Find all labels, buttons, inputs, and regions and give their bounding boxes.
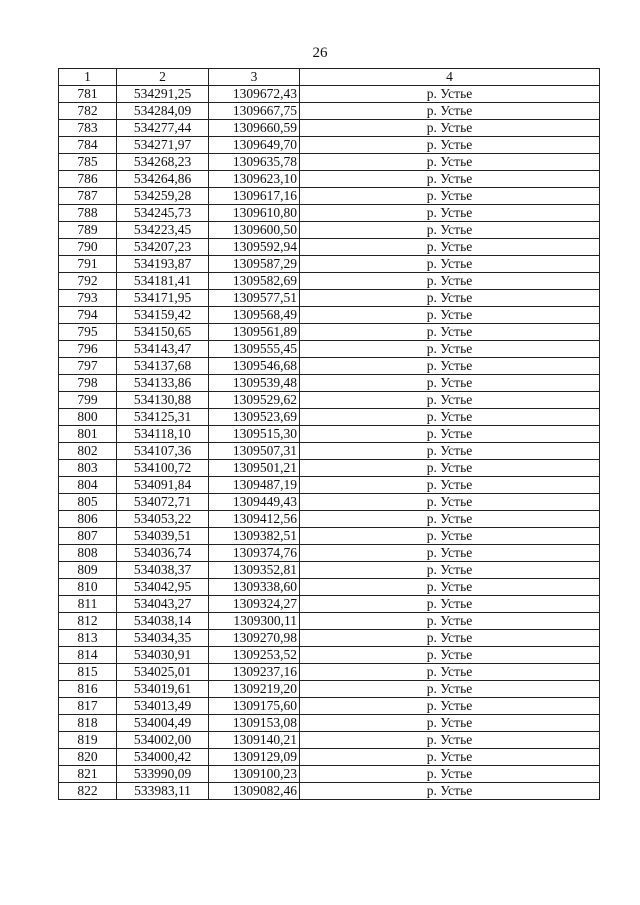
table-row bbox=[59, 766, 600, 783]
point-number-cell: 794 bbox=[59, 307, 117, 324]
description-cell: р. Устье bbox=[300, 460, 600, 477]
y-coordinate-cell: 1309300,11 bbox=[209, 613, 300, 630]
table-row bbox=[59, 341, 600, 358]
table-row bbox=[59, 596, 600, 613]
y-coordinate-cell: 1309270,98 bbox=[209, 630, 300, 647]
y-coordinate-cell: 1309324,27 bbox=[209, 596, 300, 613]
description-cell: р. Устье bbox=[300, 290, 600, 307]
table-row bbox=[59, 205, 600, 222]
table-row bbox=[59, 392, 600, 409]
x-coordinate-cell: 534264,86 bbox=[117, 171, 209, 188]
x-coordinate-cell: 534150,65 bbox=[117, 324, 209, 341]
table-row bbox=[59, 222, 600, 239]
description-cell: р. Устье bbox=[300, 205, 600, 222]
description-cell: р. Устье bbox=[300, 664, 600, 681]
point-number-cell: 804 bbox=[59, 477, 117, 494]
point-number-cell: 786 bbox=[59, 171, 117, 188]
x-coordinate-cell: 534004,49 bbox=[117, 715, 209, 732]
point-number-cell: 787 bbox=[59, 188, 117, 205]
y-coordinate-cell: 1309529,62 bbox=[209, 392, 300, 409]
description-cell: р. Устье bbox=[300, 630, 600, 647]
x-coordinate-cell: 534291,25 bbox=[117, 86, 209, 103]
description-cell: р. Устье bbox=[300, 494, 600, 511]
point-number-cell: 819 bbox=[59, 732, 117, 749]
x-coordinate-cell: 534107,36 bbox=[117, 443, 209, 460]
table-row bbox=[59, 698, 600, 715]
x-coordinate-cell: 534030,91 bbox=[117, 647, 209, 664]
y-coordinate-cell: 1309501,21 bbox=[209, 460, 300, 477]
y-coordinate-cell: 1309568,49 bbox=[209, 307, 300, 324]
x-coordinate-cell: 534268,23 bbox=[117, 154, 209, 171]
table-row bbox=[59, 239, 600, 256]
y-coordinate-cell: 1309374,76 bbox=[209, 545, 300, 562]
point-number-cell: 792 bbox=[59, 273, 117, 290]
point-number-cell: 782 bbox=[59, 103, 117, 120]
description-cell: р. Устье bbox=[300, 528, 600, 545]
y-coordinate-cell: 1309153,08 bbox=[209, 715, 300, 732]
table-row bbox=[59, 579, 600, 596]
x-coordinate-cell: 534100,72 bbox=[117, 460, 209, 477]
description-cell: р. Устье bbox=[300, 579, 600, 596]
table-row bbox=[59, 290, 600, 307]
description-cell: р. Устье bbox=[300, 545, 600, 562]
table-row bbox=[59, 494, 600, 511]
point-number-cell: 793 bbox=[59, 290, 117, 307]
point-number-cell: 806 bbox=[59, 511, 117, 528]
x-coordinate-cell: 534137,68 bbox=[117, 358, 209, 375]
table-row bbox=[59, 545, 600, 562]
coordinates-table bbox=[58, 68, 600, 800]
x-coordinate-cell: 534171,95 bbox=[117, 290, 209, 307]
point-number-cell: 781 bbox=[59, 86, 117, 103]
description-cell: р. Устье bbox=[300, 392, 600, 409]
point-number-cell: 803 bbox=[59, 460, 117, 477]
x-coordinate-cell: 534042,95 bbox=[117, 579, 209, 596]
description-cell: р. Устье bbox=[300, 477, 600, 494]
description-cell: р. Устье bbox=[300, 749, 600, 766]
point-number-cell: 784 bbox=[59, 137, 117, 154]
description-cell: р. Устье bbox=[300, 307, 600, 324]
table-row bbox=[59, 613, 600, 630]
description-cell: р. Устье bbox=[300, 443, 600, 460]
x-coordinate-cell: 534159,42 bbox=[117, 307, 209, 324]
table-row bbox=[59, 732, 600, 749]
x-coordinate-cell: 534043,27 bbox=[117, 596, 209, 613]
y-coordinate-cell: 1309610,80 bbox=[209, 205, 300, 222]
x-coordinate-cell: 534207,23 bbox=[117, 239, 209, 256]
y-coordinate-cell: 1309082,46 bbox=[209, 783, 300, 800]
table-row bbox=[59, 477, 600, 494]
description-cell: р. Устье bbox=[300, 137, 600, 154]
description-cell: р. Устье bbox=[300, 324, 600, 341]
point-number-cell: 810 bbox=[59, 579, 117, 596]
table-row bbox=[59, 256, 600, 273]
description-cell: р. Устье bbox=[300, 103, 600, 120]
table-row bbox=[59, 511, 600, 528]
y-coordinate-cell: 1309660,59 bbox=[209, 120, 300, 137]
description-cell: р. Устье bbox=[300, 511, 600, 528]
x-coordinate-cell: 534038,37 bbox=[117, 562, 209, 579]
point-number-cell: 818 bbox=[59, 715, 117, 732]
point-number-cell: 802 bbox=[59, 443, 117, 460]
description-cell: р. Устье bbox=[300, 239, 600, 256]
point-number-cell: 813 bbox=[59, 630, 117, 647]
description-cell: р. Устье bbox=[300, 596, 600, 613]
y-coordinate-cell: 1309219,20 bbox=[209, 681, 300, 698]
x-coordinate-cell: 534036,74 bbox=[117, 545, 209, 562]
y-coordinate-cell: 1309352,81 bbox=[209, 562, 300, 579]
x-coordinate-cell: 534245,73 bbox=[117, 205, 209, 222]
table-row bbox=[59, 154, 600, 171]
x-coordinate-cell: 534053,22 bbox=[117, 511, 209, 528]
point-number-cell: 812 bbox=[59, 613, 117, 630]
description-cell: р. Устье bbox=[300, 375, 600, 392]
table-row bbox=[59, 188, 600, 205]
header-col-3: 3 bbox=[209, 69, 300, 86]
table-row bbox=[59, 137, 600, 154]
x-coordinate-cell: 534181,41 bbox=[117, 273, 209, 290]
table-row bbox=[59, 409, 600, 426]
point-number-cell: 814 bbox=[59, 647, 117, 664]
y-coordinate-cell: 1309649,70 bbox=[209, 137, 300, 154]
point-number-cell: 805 bbox=[59, 494, 117, 511]
y-coordinate-cell: 1309539,48 bbox=[209, 375, 300, 392]
point-number-cell: 815 bbox=[59, 664, 117, 681]
y-coordinate-cell: 1309623,10 bbox=[209, 171, 300, 188]
y-coordinate-cell: 1309587,29 bbox=[209, 256, 300, 273]
x-coordinate-cell: 534277,44 bbox=[117, 120, 209, 137]
point-number-cell: 798 bbox=[59, 375, 117, 392]
y-coordinate-cell: 1309667,75 bbox=[209, 103, 300, 120]
table-row bbox=[59, 460, 600, 477]
x-coordinate-cell: 534019,61 bbox=[117, 681, 209, 698]
description-cell: р. Устье bbox=[300, 613, 600, 630]
description-cell: р. Устье bbox=[300, 222, 600, 239]
y-coordinate-cell: 1309635,78 bbox=[209, 154, 300, 171]
description-cell: р. Устье bbox=[300, 86, 600, 103]
y-coordinate-cell: 1309449,43 bbox=[209, 494, 300, 511]
y-coordinate-cell: 1309582,69 bbox=[209, 273, 300, 290]
x-coordinate-cell: 534223,45 bbox=[117, 222, 209, 239]
x-coordinate-cell: 534000,42 bbox=[117, 749, 209, 766]
y-coordinate-cell: 1309487,19 bbox=[209, 477, 300, 494]
x-coordinate-cell: 534034,35 bbox=[117, 630, 209, 647]
description-cell: р. Устье bbox=[300, 273, 600, 290]
table-row bbox=[59, 86, 600, 103]
description-cell: р. Устье bbox=[300, 647, 600, 664]
y-coordinate-cell: 1309412,56 bbox=[209, 511, 300, 528]
x-coordinate-cell: 534038,14 bbox=[117, 613, 209, 630]
description-cell: р. Устье bbox=[300, 732, 600, 749]
description-cell: р. Устье bbox=[300, 409, 600, 426]
x-coordinate-cell: 534193,87 bbox=[117, 256, 209, 273]
x-coordinate-cell: 534130,88 bbox=[117, 392, 209, 409]
description-cell: р. Устье bbox=[300, 154, 600, 171]
description-cell: р. Устье bbox=[300, 120, 600, 137]
table-row bbox=[59, 443, 600, 460]
description-cell: р. Устье bbox=[300, 783, 600, 800]
description-cell: р. Устье bbox=[300, 766, 600, 783]
table-row bbox=[59, 749, 600, 766]
point-number-cell: 799 bbox=[59, 392, 117, 409]
description-cell: р. Устье bbox=[300, 426, 600, 443]
table-row bbox=[59, 562, 600, 579]
header-col-1: 1 bbox=[59, 69, 117, 86]
point-number-cell: 811 bbox=[59, 596, 117, 613]
point-number-cell: 821 bbox=[59, 766, 117, 783]
description-cell: р. Устье bbox=[300, 358, 600, 375]
table-row bbox=[59, 528, 600, 545]
x-coordinate-cell: 534259,28 bbox=[117, 188, 209, 205]
point-number-cell: 801 bbox=[59, 426, 117, 443]
y-coordinate-cell: 1309600,50 bbox=[209, 222, 300, 239]
point-number-cell: 785 bbox=[59, 154, 117, 171]
description-cell: р. Устье bbox=[300, 681, 600, 698]
x-coordinate-cell: 534025,01 bbox=[117, 664, 209, 681]
table-body bbox=[59, 86, 600, 800]
point-number-cell: 800 bbox=[59, 409, 117, 426]
point-number-cell: 817 bbox=[59, 698, 117, 715]
x-coordinate-cell: 534143,47 bbox=[117, 341, 209, 358]
header-col-2: 2 bbox=[117, 69, 209, 86]
y-coordinate-cell: 1309561,89 bbox=[209, 324, 300, 341]
point-number-cell: 816 bbox=[59, 681, 117, 698]
table-row bbox=[59, 324, 600, 341]
table-row bbox=[59, 664, 600, 681]
table-header bbox=[59, 69, 600, 86]
y-coordinate-cell: 1309382,51 bbox=[209, 528, 300, 545]
y-coordinate-cell: 1309100,23 bbox=[209, 766, 300, 783]
y-coordinate-cell: 1309672,43 bbox=[209, 86, 300, 103]
x-coordinate-cell: 534072,71 bbox=[117, 494, 209, 511]
table-row bbox=[59, 783, 600, 800]
point-number-cell: 809 bbox=[59, 562, 117, 579]
point-number-cell: 807 bbox=[59, 528, 117, 545]
point-number-cell: 822 bbox=[59, 783, 117, 800]
point-number-cell: 820 bbox=[59, 749, 117, 766]
description-cell: р. Устье bbox=[300, 698, 600, 715]
y-coordinate-cell: 1309140,21 bbox=[209, 732, 300, 749]
y-coordinate-cell: 1309555,45 bbox=[209, 341, 300, 358]
y-coordinate-cell: 1309523,69 bbox=[209, 409, 300, 426]
y-coordinate-cell: 1309546,68 bbox=[209, 358, 300, 375]
table-row bbox=[59, 630, 600, 647]
y-coordinate-cell: 1309592,94 bbox=[209, 239, 300, 256]
x-coordinate-cell: 534133,86 bbox=[117, 375, 209, 392]
table-row bbox=[59, 273, 600, 290]
table-row bbox=[59, 358, 600, 375]
point-number-cell: 791 bbox=[59, 256, 117, 273]
y-coordinate-cell: 1309617,16 bbox=[209, 188, 300, 205]
point-number-cell: 797 bbox=[59, 358, 117, 375]
x-coordinate-cell: 534271,97 bbox=[117, 137, 209, 154]
page-number: 26 bbox=[312, 45, 328, 61]
y-coordinate-cell: 1309175,60 bbox=[209, 698, 300, 715]
point-number-cell: 796 bbox=[59, 341, 117, 358]
table-row bbox=[59, 375, 600, 392]
table-row bbox=[59, 103, 600, 120]
table-row bbox=[59, 426, 600, 443]
y-coordinate-cell: 1309338,60 bbox=[209, 579, 300, 596]
point-number-cell: 795 bbox=[59, 324, 117, 341]
table-row bbox=[59, 647, 600, 664]
x-coordinate-cell: 534091,84 bbox=[117, 477, 209, 494]
table-row bbox=[59, 307, 600, 324]
header-col-4: 4 bbox=[300, 69, 600, 86]
y-coordinate-cell: 1309253,52 bbox=[209, 647, 300, 664]
description-cell: р. Устье bbox=[300, 562, 600, 579]
table-row bbox=[59, 681, 600, 698]
x-coordinate-cell: 534039,51 bbox=[117, 528, 209, 545]
point-number-cell: 783 bbox=[59, 120, 117, 137]
description-cell: р. Устье bbox=[300, 188, 600, 205]
x-coordinate-cell: 534284,09 bbox=[117, 103, 209, 120]
description-cell: р. Устье bbox=[300, 715, 600, 732]
y-coordinate-cell: 1309577,51 bbox=[209, 290, 300, 307]
x-coordinate-cell: 533990,09 bbox=[117, 766, 209, 783]
x-coordinate-cell: 533983,11 bbox=[117, 783, 209, 800]
header-row bbox=[59, 69, 600, 86]
x-coordinate-cell: 534002,00 bbox=[117, 732, 209, 749]
x-coordinate-cell: 534125,31 bbox=[117, 409, 209, 426]
table-row bbox=[59, 120, 600, 137]
y-coordinate-cell: 1309237,16 bbox=[209, 664, 300, 681]
point-number-cell: 788 bbox=[59, 205, 117, 222]
description-cell: р. Устье bbox=[300, 256, 600, 273]
y-coordinate-cell: 1309507,31 bbox=[209, 443, 300, 460]
point-number-cell: 808 bbox=[59, 545, 117, 562]
table-row bbox=[59, 171, 600, 188]
x-coordinate-cell: 534013,49 bbox=[117, 698, 209, 715]
table-row bbox=[59, 715, 600, 732]
y-coordinate-cell: 1309129,09 bbox=[209, 749, 300, 766]
description-cell: р. Устье bbox=[300, 341, 600, 358]
point-number-cell: 789 bbox=[59, 222, 117, 239]
x-coordinate-cell: 534118,10 bbox=[117, 426, 209, 443]
y-coordinate-cell: 1309515,30 bbox=[209, 426, 300, 443]
point-number-cell: 790 bbox=[59, 239, 117, 256]
description-cell: р. Устье bbox=[300, 171, 600, 188]
